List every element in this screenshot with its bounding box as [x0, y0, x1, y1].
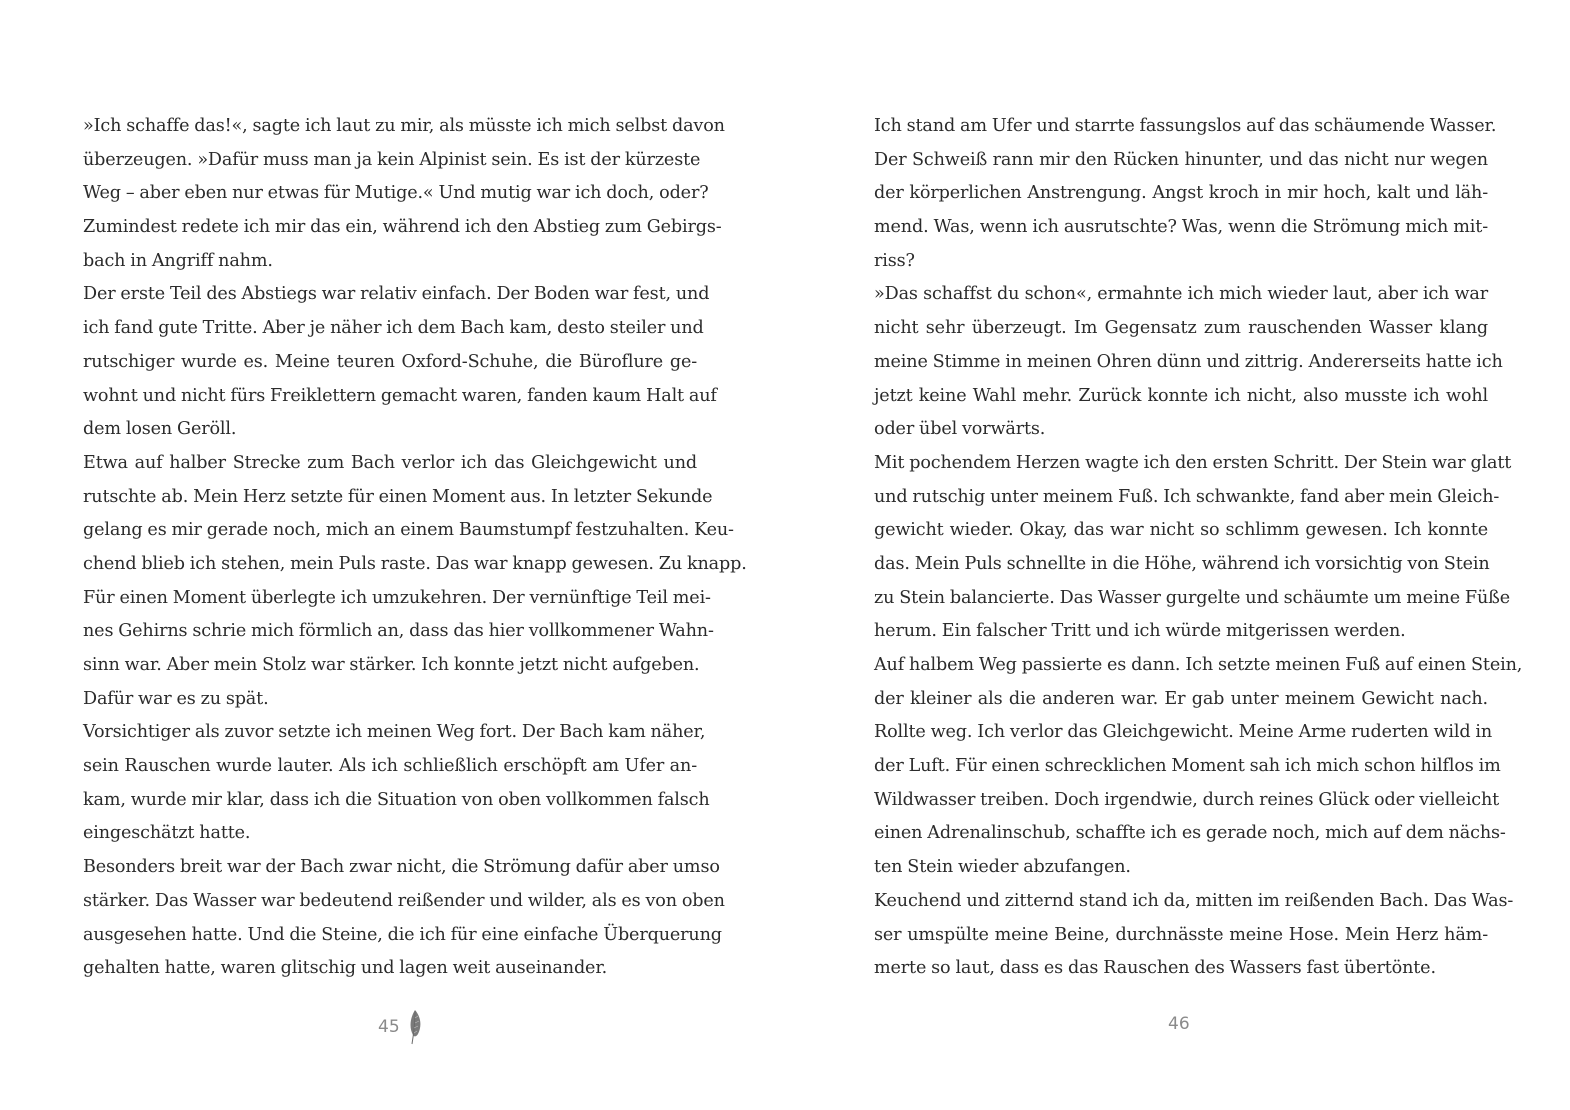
right-text-line: einen Adrenalinschub, schaffte ich es gerade noch, mich auf dem nächs-: [874, 823, 1506, 844]
right-text-line: mend. Was, wenn ich ausrutschte? Was, wenn die Strömung mich mit-: [874, 217, 1488, 238]
left-text-line: wohnt und nicht fürs Freiklettern gemacht waren, fanden kaum Halt auf: [83, 385, 717, 406]
left-text-line: rutschte ab. Mein Herz setzte für einen Moment aus. In letzter Sekunde: [83, 486, 713, 507]
right-text-line: ser umspülte meine Beine, durchnässte meine Hose. Mein Herz häm-: [874, 924, 1488, 945]
left-text-column: [83, 110, 747, 986]
right-text-line: herum. Ein falscher Tritt und ich würde mitgerissen werden.: [874, 621, 1406, 642]
left-text-line: stärker. Das Wasser war bedeutend reißender und wilder, als es von oben: [83, 890, 725, 911]
page-number-right: 46: [1168, 1014, 1190, 1034]
left-text-line: »Ich schaffe das!«, sagte ich laut zu mir, als müsste ich mich selbst davon: [83, 116, 725, 136]
left-text-line: Der erste Teil des Abstiegs war relativ einfach. Der Boden war fest, und: [83, 284, 710, 305]
left-text-line: überzeugen. »Dafür muss man ja kein Alpinist sein. Es ist der kürzeste: [83, 149, 701, 170]
page-number-left: 45: [378, 1017, 400, 1037]
left-text-line: sinn war. Aber mein Stolz war stärker. Ich konnte jetzt nicht aufgeben.: [83, 655, 700, 675]
right-text-line: Der Schweiß rann mir den Rücken hinunter, und das nicht nur wegen: [874, 149, 1488, 170]
right-text-line: das. Mein Puls schnellte in die Höhe, während ich vorsichtig von Stein: [874, 553, 1490, 574]
right-text-line: der Luft. Für einen schrecklichen Moment sah ich mich schon hilflos im: [874, 756, 1501, 777]
left-text-line: nes Gehirns schrie mich förmlich an, dass das hier vollkommener Wahn-: [83, 621, 714, 642]
right-text-line: Wildwasser treiben. Doch irgendwie, durch reines Glück oder vielleicht: [874, 789, 1500, 810]
left-text-line: gelang es mir gerade noch, mich an einem Baumstumpf festzuhalten. Keu-: [83, 520, 734, 541]
left-text-line: rutschiger wurde es. Meine teuren Oxford-Schuhe, die Büroflure ge-: [83, 351, 697, 372]
right-page: [785, 0, 1570, 1110]
right-text-line: Rollte weg. Ich verlor das Gleichgewicht. Meine Arme ruderten wild in: [874, 722, 1493, 743]
left-folio: [378, 1008, 424, 1046]
right-text-line: der körperlichen Anstrengung. Angst kroch in mir hoch, kalt und läh-: [874, 183, 1488, 204]
left-text-line: eingeschätzt hatte.: [83, 823, 251, 844]
right-text-line: merte so laut, dass es das Rauschen des Wassers fast übertönte.: [874, 958, 1436, 979]
left-text-line: chend blieb ich stehen, mein Puls raste. Das war knapp gewesen. Zu knapp.: [83, 553, 747, 574]
right-text-line: nicht sehr überzeugt. Im Gegensatz zum rauschenden Wasser klang: [874, 318, 1488, 339]
right-text-line: Keuchend und zitternd stand ich da, mitten im reißenden Bach. Das Was-: [874, 890, 1514, 911]
right-text-line: zu Stein balancierte. Das Wasser gurgelte und schäumte um meine Füße: [874, 587, 1511, 608]
left-text-line: ich fand gute Tritte. Aber je näher ich dem Bach kam, desto steiler und: [83, 318, 704, 339]
left-text-line: Dafür war es zu spät.: [83, 688, 269, 709]
right-text-line: meine Stimme in meinen Ohren dünn und zittrig. Andererseits hatte ich: [874, 351, 1503, 372]
left-text-line: ausgesehen hatte. Und die Steine, die ich für eine einfache Überquerung: [83, 924, 722, 945]
right-text-line: und rutschig unter meinem Fuß. Ich schwankte, fand aber mein Gleich-: [874, 486, 1500, 507]
right-text-line: ten Stein wieder abzufangen.: [874, 857, 1131, 878]
right-text-line: jetzt keine Wahl mehr. Zurück konnte ich nicht, also musste ich wohl: [874, 385, 1488, 406]
left-text-line: dem losen Geröll.: [83, 419, 237, 440]
left-text-line: kam, wurde mir klar, dass ich die Situation von oben vollkommen falsch: [83, 789, 710, 810]
right-text-column: [874, 110, 1523, 986]
right-text-line: gewicht wieder. Okay, das war nicht so schlimm gewesen. Ich konnte: [874, 520, 1488, 541]
right-text-line: der kleiner als die anderen war. Er gab unter meinem Gewicht nach.: [874, 688, 1488, 709]
left-text-line: Besonders breit war der Bach zwar nicht, die Strömung dafür aber umso: [83, 857, 720, 878]
right-text-line: Ich stand am Ufer und starrte fassungslos auf das schäumende Wasser.: [874, 116, 1497, 136]
right-text-line: »Das schaffst du schon«, ermahnte ich mich wieder laut, aber ich war: [874, 284, 1488, 305]
left-text-line: Etwa auf halber Strecke zum Bach verlor ich das Gleichgewicht und: [83, 452, 697, 473]
left-text-line: bach in Angriff nahm.: [83, 250, 273, 271]
right-text-line: riss?: [874, 250, 915, 271]
left-text-line: Für einen Moment überlegte ich umzukehren. Der vernünftige Teil mei-: [83, 587, 711, 608]
left-text-line: sein Rauschen wurde lauter. Als ich schließlich erschöpft am Ufer an-: [83, 756, 697, 777]
left-text-line: gehalten hatte, waren glitschig und lagen weit auseinander.: [83, 958, 608, 979]
leaf-icon: [406, 1008, 424, 1046]
right-text-line: Auf halbem Weg passierte es dann. Ich setzte meinen Fuß auf einen Stein,: [874, 655, 1523, 675]
right-text-line: oder übel vorwärts.: [874, 419, 1046, 440]
left-text-line: Weg – aber eben nur etwas für Mutige.« Und mutig war ich doch, oder?: [83, 183, 709, 204]
right-text-line: Mit pochendem Herzen wagte ich den ersten Schritt. Der Stein war glatt: [874, 452, 1512, 473]
left-text-line: Zumindest redete ich mir das ein, während ich den Abstieg zum Gebirgs-: [83, 217, 722, 238]
left-text-line: Vorsichtiger als zuvor setzte ich meinen Weg fort. Der Bach kam näher,: [83, 722, 706, 743]
